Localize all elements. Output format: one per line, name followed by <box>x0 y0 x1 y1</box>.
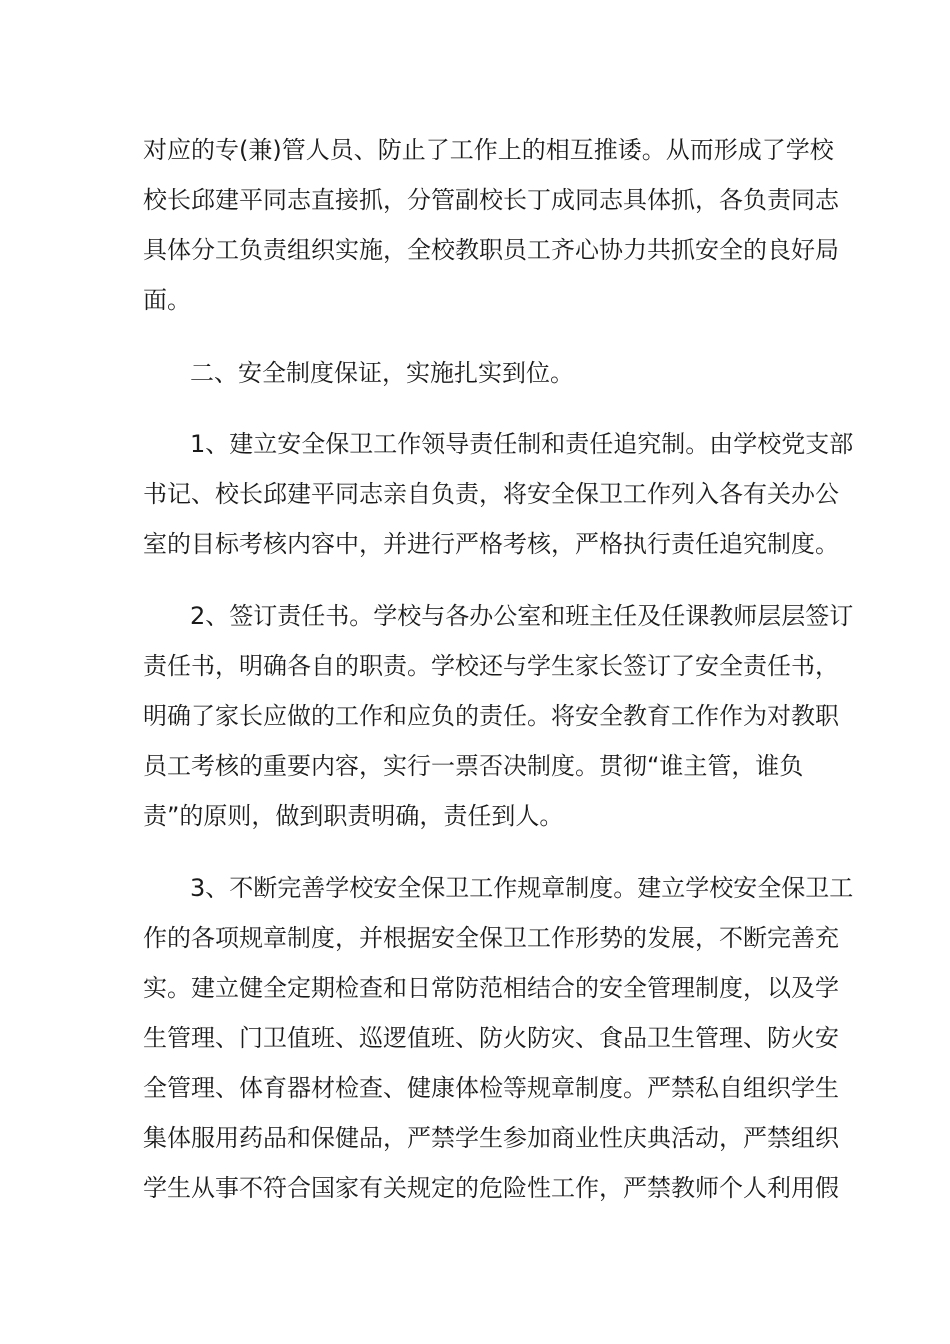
text-line: 2、签订责任书。学校与各办公室和班主任及任课教师层层签订 <box>190 602 854 630</box>
text-line: 学生从事不符合国家有关规定的危险性工作，严禁教师个人利用假 <box>143 1174 839 1202</box>
text-line: 全管理、体育器材检查、健康体检等规章制度。严禁私自组织学生 <box>143 1074 839 1102</box>
text-line: 面。 <box>143 286 191 314</box>
text-line: 具体分工负责组织实施，全校教职员工齐心协力共抓安全的良好局 <box>143 236 839 264</box>
text-line: 责”的原则，做到职责明确，责任到人。 <box>143 802 564 830</box>
text-line: 责任书，明确各自的职责。学校还与学生家长签订了安全责任书， <box>143 652 839 680</box>
text-line: 员工考核的重要内容，实行一票否决制度。贯彻“谁主管，谁负 <box>143 752 804 780</box>
text-line: 书记、校长邱建平同志亲自负责，将安全保卫工作列入各有关办公 <box>143 480 839 508</box>
text-line: 明确了家长应做的工作和应负的责任。将安全教育工作作为对教职 <box>143 702 839 730</box>
text-line: 3、不断完善学校安全保卫工作规章制度。建立学校安全保卫工 <box>190 874 854 902</box>
text-line: 作的各项规章制度，并根据安全保卫工作形势的发展，不断完善充 <box>143 924 839 952</box>
text-line: 对应的专(兼)管人员、防止了工作上的相互推诿。从而形成了学校 <box>143 136 834 164</box>
text-line: 校长邱建平同志直接抓，分管副校长丁成同志具体抓，各负责同志 <box>143 186 839 214</box>
text-line: 生管理、门卫值班、巡逻值班、防火防灾、食品卫生管理、防火安 <box>143 1024 839 1052</box>
text-line: 集体服用药品和保健品，严禁学生参加商业性庆典活动，严禁组织 <box>143 1124 839 1152</box>
text-line: 1、建立安全保卫工作领导责任制和责任追究制。由学校党支部 <box>190 430 854 458</box>
text-line: 实。建立健全定期检查和日常防范相结合的安全管理制度，以及学 <box>143 974 839 1002</box>
section-heading: 二、安全制度保证，实施扎实到位。 <box>190 359 574 387</box>
text-line: 室的目标考核内容中，并进行严格考核，严格执行责任追究制度。 <box>143 530 839 558</box>
